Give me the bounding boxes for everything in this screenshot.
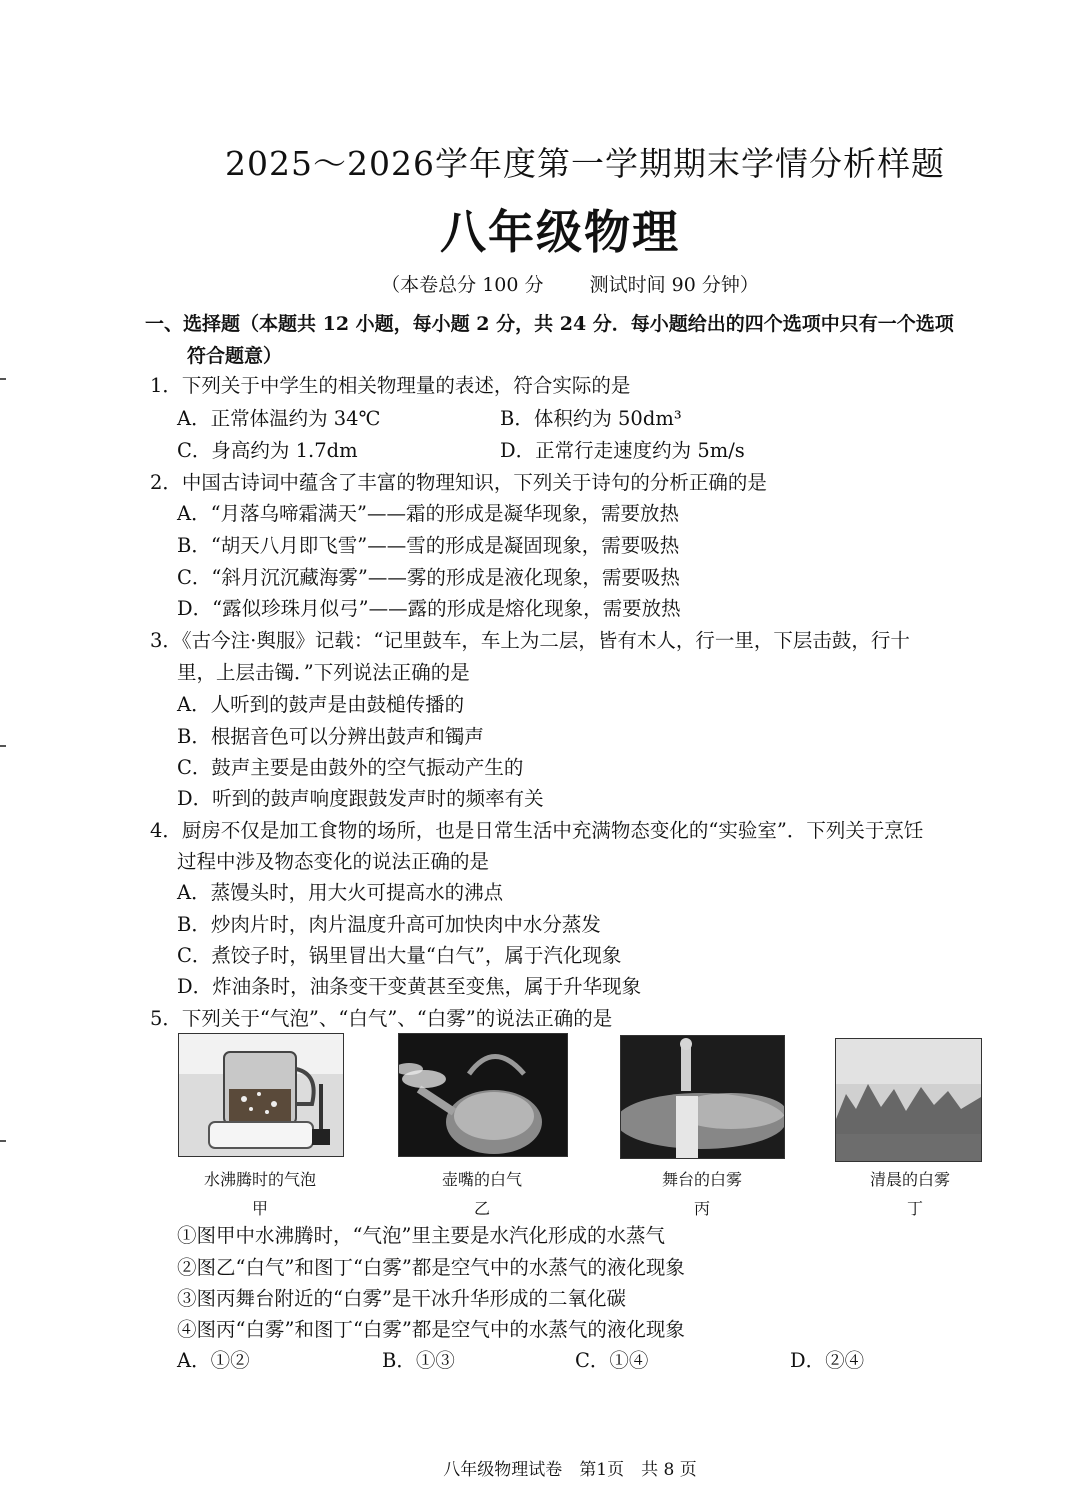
question-4-option-b: B．炒肉片时，肉片温度升高可加快肉中水分蒸发	[177, 913, 601, 936]
question-1-option-b: B．体积约为 50dm³	[500, 407, 682, 430]
question-4-option-a: A．蒸馒头时，用大火可提高水的沸点	[177, 881, 504, 904]
question-5-statement-4: ④图丙“白雾”和图丁“白雾”都是空气中的水蒸气的液化现象	[177, 1318, 685, 1341]
stage-fog-illustration	[621, 1036, 784, 1158]
question-1-option-c: C．身高约为 1.7dm	[177, 439, 358, 462]
section-heading	[145, 308, 1025, 372]
question-2-option-c: C．“斜月沉沉藏海雾”——雾的形成是液化现象，需要吸热	[177, 566, 680, 589]
question-5-statement-3: ③图丙舞台附近的“白雾”是干冰升华形成的二氧化碳	[177, 1287, 626, 1310]
figure-d-caption: 清晨的白雾	[869, 1170, 950, 1189]
figure-c-label: 丙	[693, 1199, 710, 1218]
question-5-statement-1: ①图甲中水沸腾时，“气泡”里主要是水汽化形成的水蒸气	[177, 1224, 665, 1247]
section-heading-line2: 符合题意）	[187, 345, 283, 367]
question-1-option-a: A．正常体温约为 34℃	[177, 407, 381, 430]
question-5-option-b: B．①③	[382, 1349, 455, 1372]
figure-kettle-steam-photo	[398, 1033, 568, 1157]
margin-mark	[0, 1140, 6, 1142]
section-heading-line1: 一、选择题（本题共 12 小题，每小题 2 分，共 24 分．每小题给出的四个选项中只有一个选项	[145, 313, 954, 335]
figure-a-label: 甲	[251, 1199, 268, 1218]
question-4-stem-cont: 过程中涉及物态变化的说法正确的是	[177, 850, 490, 873]
figure-b-label: 乙	[473, 1199, 490, 1218]
figure-d-label: 丁	[906, 1199, 923, 1218]
question-2-option-a: A．“月落乌啼霜满天”——霜的形成是凝华现象，需要放热	[177, 502, 680, 525]
question-2-option-b: B．“胡天八月即飞雪”——雪的形成是凝固现象，需要吸热	[177, 534, 680, 557]
question-1-stem: 1．下列关于中学生的相关物理量的表述，符合实际的是	[150, 374, 631, 397]
question-3-stem-cont: 里，上层击镯．”下列说法正确的是	[177, 661, 470, 684]
question-4-stem: 4．厨房不仅是加工食物的场所，也是日常生活中充满物态变化的“实验室”．下列关于烹饪	[150, 819, 924, 842]
figure-b-caption: 壶嘴的白气	[441, 1170, 522, 1189]
question-5-statement-2: ②图乙“白气”和图丁“白雾”都是空气中的水蒸气的液化现象	[177, 1256, 685, 1279]
time-info: 测试时间 90 分钟）	[589, 274, 759, 296]
kettle-illustration	[179, 1034, 343, 1156]
margin-mark	[0, 745, 6, 747]
question-5-stem: 5．下列关于“气泡”、“白气”、“白雾”的说法正确的是	[150, 1007, 613, 1030]
question-3-option-c: C．鼓声主要是由鼓外的空气振动产生的	[177, 756, 524, 779]
question-4-option-c: C．煮饺子时，锅里冒出大量“白气”，属于汽化现象	[177, 944, 622, 967]
question-5-option-a: A．①②	[177, 1349, 250, 1372]
exam-info	[0, 270, 1080, 297]
question-2-stem: 2．中国古诗词中蕴含了丰富的物理知识，下列关于诗句的分析正确的是	[150, 471, 767, 494]
question-2-option-d: D．“露似珍珠月似弓”——露的形成是熔化现象，需要放热	[177, 597, 681, 620]
question-3-option-b: B．根据音色可以分辨出鼓声和镯声	[177, 725, 484, 748]
morning-fog-illustration	[836, 1039, 981, 1161]
margin-mark	[0, 378, 6, 380]
question-4-option-d: D．炸油条时，油条变干变黄甚至变焦，属于升华现象	[177, 975, 642, 998]
subject-title: 八年级物理	[440, 205, 680, 259]
figure-c-caption: 舞台的白雾	[661, 1170, 742, 1189]
question-3-stem: 3．《古今注·舆服》记载：“记里鼓车，车上为二层，皆有木人，行一里，下层击鼓，行十	[150, 629, 910, 652]
exam-title: 2025～2026学年度第一学期期末学情分析样题	[225, 144, 945, 183]
question-5-option-c: C．①④	[575, 1349, 649, 1372]
score-info: （本卷总分 100 分	[381, 274, 544, 296]
page-footer: 八年级物理试卷 第1页 共 8 页	[443, 1460, 697, 1480]
question-3-option-a: A．人听到的鼓声是由鼓槌传播的	[177, 693, 465, 716]
figure-boiling-kettle-photo	[178, 1033, 344, 1157]
question-1-option-d: D．正常行走速度约为 5m/s	[500, 439, 745, 462]
steam-kettle-illustration	[399, 1034, 567, 1156]
figure-morning-fog-photo	[835, 1038, 982, 1162]
question-3-option-d: D．听到的鼓声响度跟鼓发声时的频率有关	[177, 787, 544, 810]
question-5-option-d: D．②④	[790, 1349, 865, 1372]
figure-a-caption: 水沸腾时的气泡	[203, 1170, 316, 1189]
figure-stage-fog-photo	[620, 1035, 785, 1159]
